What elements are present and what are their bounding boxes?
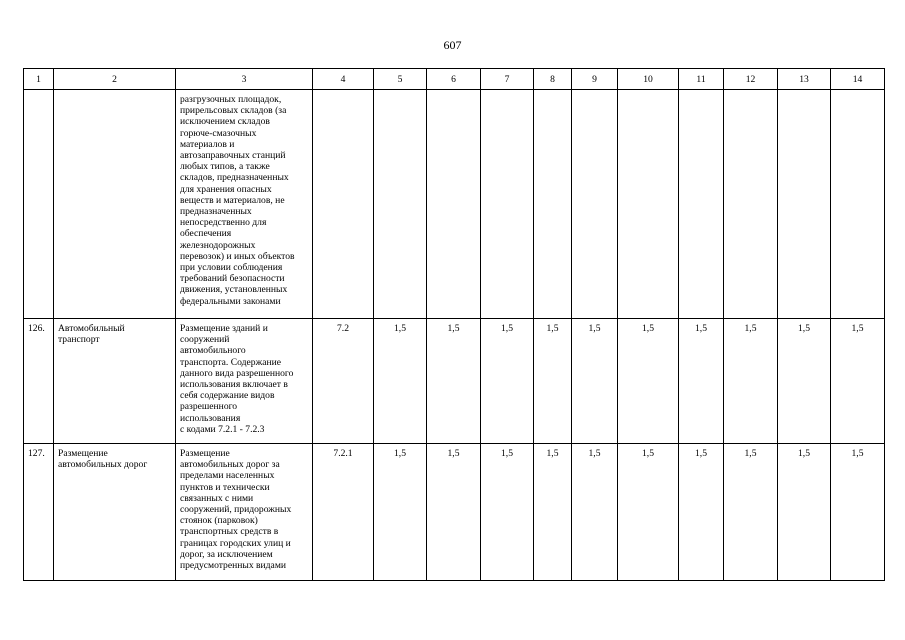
column-header: 14	[831, 69, 885, 90]
column-header: 9	[572, 69, 618, 90]
column-header: 5	[374, 69, 427, 90]
row-number: 126.	[24, 319, 54, 444]
row-value: 1,5	[374, 444, 427, 581]
row-value	[831, 90, 885, 319]
row-value	[618, 90, 679, 319]
column-header: 11	[679, 69, 724, 90]
row-value: 1,5	[724, 319, 778, 444]
row-description: разгрузочных площадок, прирельсовых складов (за исключением складов горюче-смазочных материалов и автозаправочных станций любых типов, а также складов, предназначенных для хранения опасных веществ и материалов, не предназначенных непосредственно для обеспечения железнодорожных перевозок) и иных объектов при условии соблюдения требований безопасности движения, установленных федеральными законами	[176, 90, 313, 319]
row-value	[534, 90, 572, 319]
column-header: 6	[427, 69, 481, 90]
row-description: Размещение зданий и сооружений автомобильного транспорта. Содержание данного вида разрешенного использования включает в себя содержание видов разрешенного использования с кодами 7.2.1 - 7.2.3	[176, 319, 313, 444]
table-header-row	[24, 69, 885, 90]
row-code	[313, 90, 374, 319]
row-value: 1,5	[778, 319, 831, 444]
column-header: 2	[54, 69, 176, 90]
row-value	[778, 90, 831, 319]
row-value	[427, 90, 481, 319]
table-row	[24, 444, 885, 581]
row-name: Размещение автомобильных дорог	[54, 444, 176, 581]
row-value: 1,5	[534, 444, 572, 581]
row-value: 1,5	[618, 444, 679, 581]
column-header: 8	[534, 69, 572, 90]
row-value: 1,5	[778, 444, 831, 581]
column-header: 10	[618, 69, 679, 90]
column-header: 3	[176, 69, 313, 90]
row-value: 1,5	[831, 319, 885, 444]
row-value	[724, 90, 778, 319]
row-value	[679, 90, 724, 319]
land-use-table	[23, 68, 885, 581]
row-value: 1,5	[572, 319, 618, 444]
row-value: 1,5	[481, 444, 534, 581]
row-number	[24, 90, 54, 319]
row-value	[374, 90, 427, 319]
row-value: 1,5	[831, 444, 885, 581]
row-value: 1,5	[481, 319, 534, 444]
row-value: 1,5	[724, 444, 778, 581]
table-row	[24, 319, 885, 444]
row-code: 7.2	[313, 319, 374, 444]
row-value	[481, 90, 534, 319]
column-header: 13	[778, 69, 831, 90]
row-value: 1,5	[427, 444, 481, 581]
table-row	[24, 90, 885, 319]
column-header: 1	[24, 69, 54, 90]
row-value: 1,5	[679, 444, 724, 581]
row-name	[54, 90, 176, 319]
row-value: 1,5	[427, 319, 481, 444]
row-number: 127.	[24, 444, 54, 581]
page-number: 607	[443, 38, 462, 52]
column-header: 4	[313, 69, 374, 90]
row-value: 1,5	[679, 319, 724, 444]
row-code: 7.2.1	[313, 444, 374, 581]
row-value	[572, 90, 618, 319]
row-value: 1,5	[374, 319, 427, 444]
row-value: 1,5	[534, 319, 572, 444]
column-header: 7	[481, 69, 534, 90]
row-value: 1,5	[572, 444, 618, 581]
row-value: 1,5	[618, 319, 679, 444]
row-name: Автомобильный транспорт	[54, 319, 176, 444]
column-header: 12	[724, 69, 778, 90]
row-description: Размещение автомобильных дорог за пределами населенных пунктов и технически связанных с ними сооружений, придорожных стоянок (парковок) транспортных средств в границах городских улиц и дорог, за исключением предусмотренных видами	[176, 444, 313, 581]
